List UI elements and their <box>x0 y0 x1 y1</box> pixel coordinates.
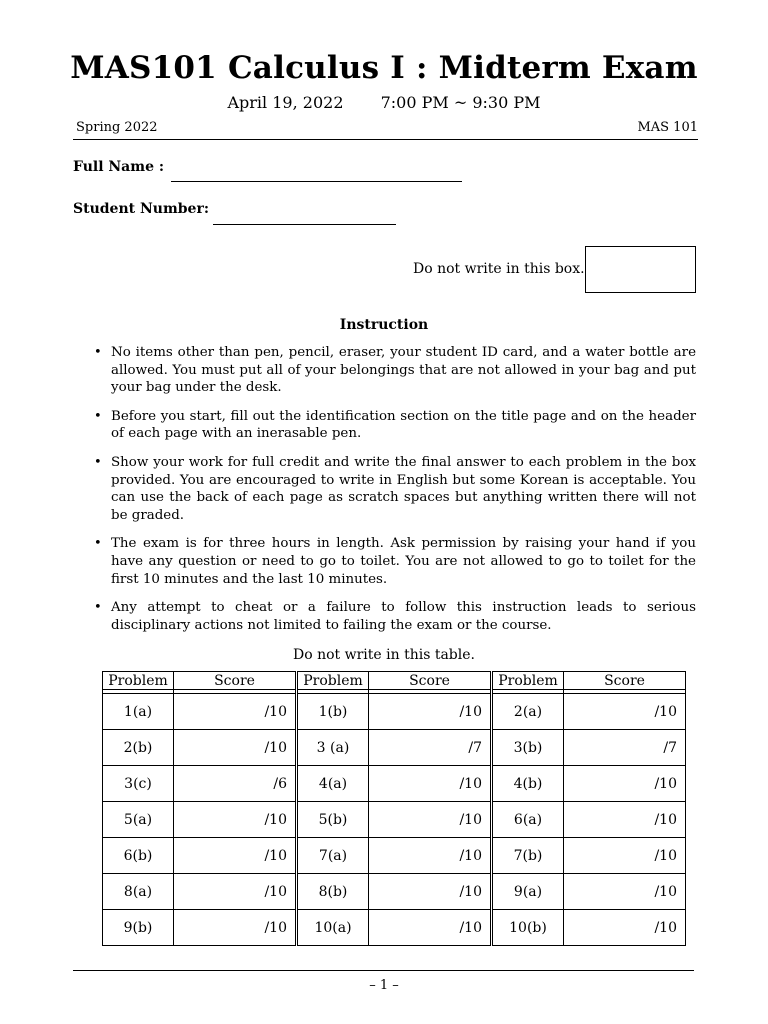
instruction-title: Instruction <box>339 317 429 333</box>
problem-cell: 10(a) <box>297 910 369 946</box>
problem-cell: 10(b) <box>492 910 564 946</box>
score-cell: /10 <box>564 874 686 910</box>
instruction-list <box>92 344 696 645</box>
problem-cell: 8(b) <box>297 874 369 910</box>
do-not-write-box <box>585 246 696 293</box>
problem-cell: 3(b) <box>492 730 564 766</box>
score-cell: /10 <box>174 910 297 946</box>
problem-cell: 9(a) <box>492 874 564 910</box>
full-name-label: Full Name : <box>73 159 165 175</box>
score-cell: /10 <box>369 874 492 910</box>
score-table <box>102 671 686 946</box>
score-cell: /10 <box>174 694 297 730</box>
instruction-item: • The exam is for three hours in length. Ask permission by raising your hand if you have any question or need to go to toilet. You are not allowed to go to toilet for the first 10 minutes and the last 10 minutes. <box>94 536 696 587</box>
column-header: Problem <box>103 672 174 690</box>
score-cell: /6 <box>174 766 297 802</box>
score-cell: /10 <box>369 910 492 946</box>
table-row <box>103 874 686 910</box>
problem-cell: 4(a) <box>297 766 369 802</box>
problem-cell: 1(b) <box>297 694 369 730</box>
table-row <box>103 838 686 874</box>
table-caption: Do not write in this table. <box>293 647 475 663</box>
semester-label: Spring 2022 <box>76 120 158 135</box>
bullet-icon: • <box>94 345 102 360</box>
problem-cell: 2(a) <box>492 694 564 730</box>
problem-cell: 1(a) <box>103 694 174 730</box>
score-cell: /10 <box>174 730 297 766</box>
course-code: MAS 101 <box>637 120 698 135</box>
problem-cell: 8(a) <box>103 874 174 910</box>
score-cell: /10 <box>174 838 297 874</box>
box-label: Do not write in this box. <box>413 261 585 277</box>
instruction-item: • No items other than pen, pencil, eraser, your student ID card, and a water bottle are allowed. You must put all of your belongings that are not allowed in your bag and put your bag under the desk. <box>94 345 696 396</box>
problem-cell: 3 (a) <box>297 730 369 766</box>
score-cell: /10 <box>369 802 492 838</box>
table-header-row <box>103 672 686 690</box>
header-rule <box>73 139 698 140</box>
bullet-icon: • <box>94 454 102 470</box>
student-number-label: Student Number: <box>73 201 210 217</box>
problem-cell: 2(b) <box>103 730 174 766</box>
page-number: – 1 – <box>369 978 399 993</box>
score-cell: /10 <box>174 874 297 910</box>
problem-cell: 6(a) <box>492 802 564 838</box>
column-header: Problem <box>297 672 369 690</box>
problem-cell: 5(b) <box>297 802 369 838</box>
exam-datetime <box>0 93 768 112</box>
problem-cell: 7(b) <box>492 838 564 874</box>
score-cell: /10 <box>369 694 492 730</box>
instruction-item: • Any attempt to cheat or a failure to follow this instruction leads to serious disciplinary actions not limited to failing the exam or the course. <box>94 600 696 633</box>
instruction-item: • Before you start, fill out the identification section on the title page and on the header of each page with an inerasable pen. <box>94 408 696 442</box>
score-cell: /10 <box>369 766 492 802</box>
full-name-field[interactable] <box>171 181 462 182</box>
score-cell: /7 <box>564 730 686 766</box>
score-cell: /10 <box>564 694 686 730</box>
problem-cell: 6(b) <box>103 838 174 874</box>
exam-date: April 19, 2022 <box>227 93 344 112</box>
table-row <box>103 730 686 766</box>
table-row <box>103 910 686 946</box>
table-row <box>103 802 686 838</box>
problem-cell: 3(c) <box>103 766 174 802</box>
column-header: Score <box>369 672 492 690</box>
bullet-icon: • <box>94 600 102 616</box>
score-cell: /7 <box>369 730 492 766</box>
exam-time: 7:00 PM ~ 9:30 PM <box>380 93 541 112</box>
score-cell: /10 <box>564 838 686 874</box>
problem-cell: 5(a) <box>103 802 174 838</box>
footer-rule <box>73 970 694 971</box>
score-cell: /10 <box>174 802 297 838</box>
table-row <box>103 766 686 802</box>
score-cell: /10 <box>564 766 686 802</box>
bullet-icon: • <box>94 536 102 552</box>
instruction-item: • Show your work for full credit and write the final answer to each problem in the box provided. You are encouraged to write in English but some Korean is acceptable. You can use the back of each page as scratch spaces but anything written there will not be graded. <box>94 454 696 523</box>
problem-cell: 9(b) <box>103 910 174 946</box>
table-row <box>103 694 686 730</box>
exam-title: MAS101 Calculus I : Midterm Exam <box>70 50 698 86</box>
problem-cell: 4(b) <box>492 766 564 802</box>
score-cell: /10 <box>564 910 686 946</box>
column-header: Problem <box>492 672 564 690</box>
student-number-field[interactable] <box>213 224 396 225</box>
bullet-icon: • <box>94 408 102 424</box>
problem-cell: 7(a) <box>297 838 369 874</box>
score-cell: /10 <box>564 802 686 838</box>
column-header: Score <box>564 672 686 690</box>
column-header: Score <box>174 672 297 690</box>
score-cell: /10 <box>369 838 492 874</box>
